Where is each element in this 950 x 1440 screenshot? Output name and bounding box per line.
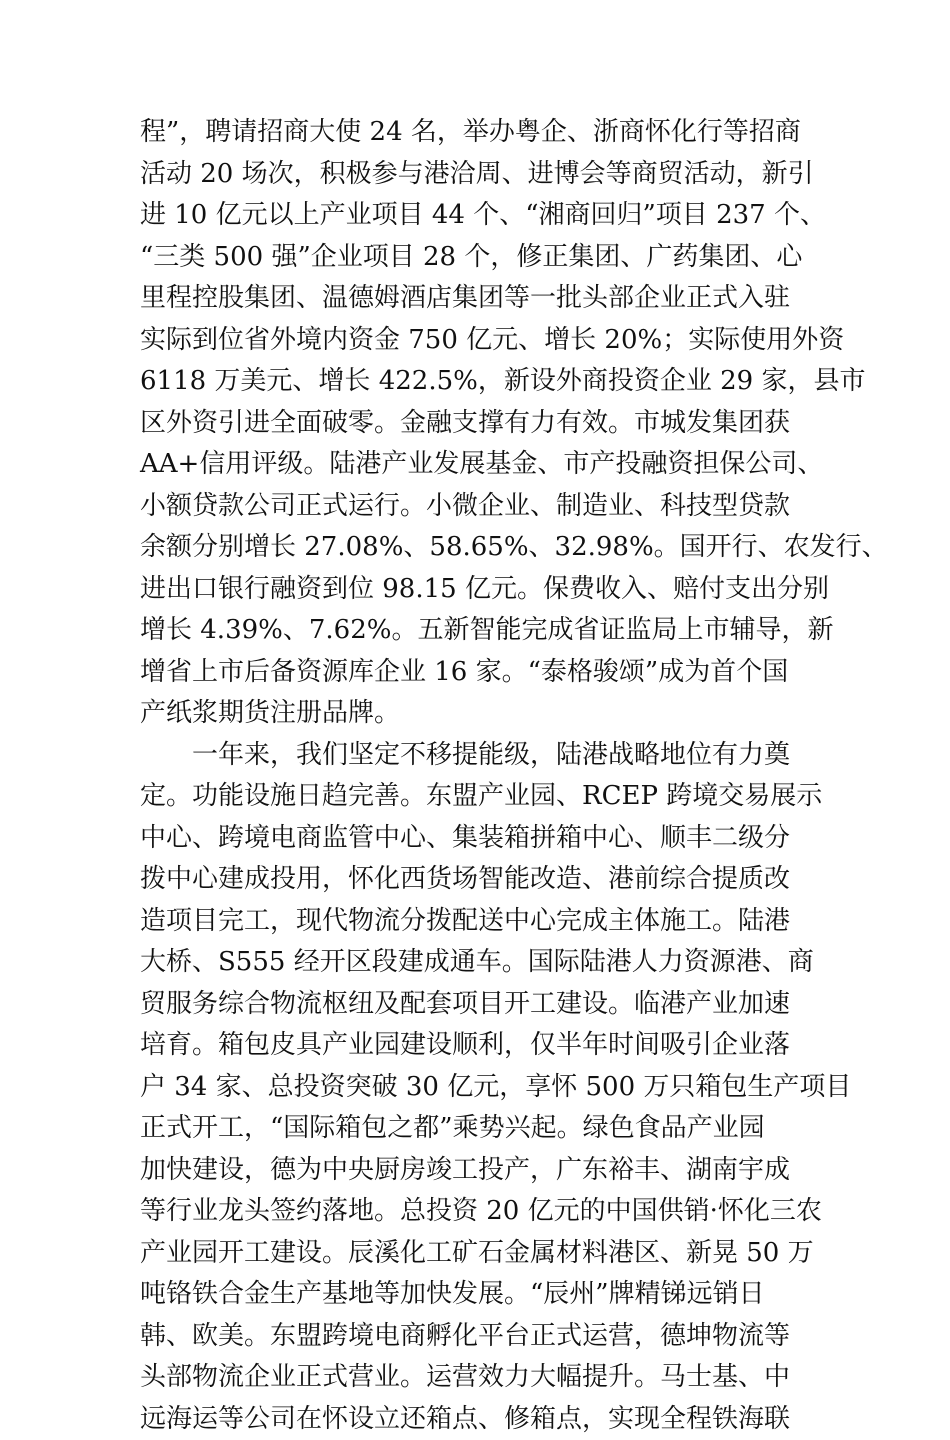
text-line: 里程控股集团、温德姆酒店集团等一批头部企业正式入驻 xyxy=(140,278,840,320)
text-line: 中心、跨境电商监管中心、集装箱拼箱中心、顺丰二级分 xyxy=(140,818,840,860)
text-line: 贸服务综合物流枢纽及配套项目开工建设。临港产业加速 xyxy=(140,984,840,1026)
text-line: 正式开工，“国际箱包之都”乘势兴起。绿色食品产业园 xyxy=(140,1108,840,1150)
text-line: 远海运等公司在怀设立还箱点、修箱点，实现全程铁海联 xyxy=(140,1399,840,1440)
text-line: 韩、欧美。东盟跨境电商孵化平台正式运营，德坤物流等 xyxy=(140,1316,840,1358)
text-line: 培育。箱包皮具产业园建设顺利，仅半年时间吸引企业落 xyxy=(140,1025,840,1067)
text-line: 实际到位省外境内资金 750 亿元、增长 20%；实际使用外资 xyxy=(140,320,840,362)
text-line: 造项目完工，现代物流分拨配送中心完成主体施工。陆港 xyxy=(140,901,840,943)
text-line: 程”，聘请招商大使 24 名，举办粤企、浙商怀化行等招商 xyxy=(140,112,840,154)
text-line: 吨铬铁合金生产基地等加快发展。“辰州”牌精锑远销日 xyxy=(140,1274,840,1316)
text-line: 产纸浆期货注册品牌。 xyxy=(140,693,840,735)
text-line: 定。功能设施日趋完善。东盟产业园、RCEP 跨境交易展示 xyxy=(140,776,840,818)
text-line: 加快建设，德为中央厨房竣工投产，广东裕丰、湖南宇成 xyxy=(140,1150,840,1192)
text-line: 进出口银行融资到位 98.15 亿元。保费收入、赔付支出分别 xyxy=(140,569,840,611)
text-line: 进 10 亿元以上产业项目 44 个、“湘商回归”项目 237 个、 xyxy=(140,195,840,237)
text-line: “三类 500 强”企业项目 28 个，修正集团、广药集团、心 xyxy=(140,237,840,279)
text-line: 等行业龙头签约落地。总投资 20 亿元的中国供销·怀化三农 xyxy=(140,1191,840,1233)
text-line: 6118 万美元、增长 422.5%，新设外商投资企业 29 家，县市 xyxy=(140,361,840,403)
text-line: 余额分别增长 27.08%、58.65%、32.98%。国开行、农发行、 xyxy=(140,527,840,569)
text-line: 增长 4.39%、7.62%。五新智能完成省证监局上市辅导，新 xyxy=(140,610,840,652)
text-line: 拨中心建成投用，怀化西货场智能改造、港前综合提质改 xyxy=(140,859,840,901)
text-line: 头部物流企业正式营业。运营效力大幅提升。马士基、中 xyxy=(140,1357,840,1399)
text-line: 增省上市后备资源库企业 16 家。“泰格骏颂”成为首个国 xyxy=(140,652,840,694)
paragraph-first-line: 一年来，我们坚定不移提能级，陆港战略地位有力奠 xyxy=(140,735,840,777)
text-line: AA+信用评级。陆港产业发展基金、市产投融资担保公司、 xyxy=(140,444,840,486)
body-text xyxy=(140,112,840,1440)
text-line: 大桥、S555 经开区段建成通车。国际陆港人力资源港、商 xyxy=(140,942,840,984)
text-line: 户 34 家、总投资突破 30 亿元，享怀 500 万只箱包生产项目 xyxy=(140,1067,840,1109)
text-line: 活动 20 场次，积极参与港洽周、进博会等商贸活动，新引 xyxy=(140,154,840,196)
text-line: 区外资引进全面破零。金融支撑有力有效。市城发集团获 xyxy=(140,403,840,445)
text-line: 小额贷款公司正式运行。小微企业、制造业、科技型贷款 xyxy=(140,486,840,528)
text-line: 产业园开工建设。辰溪化工矿石金属材料港区、新晃 50 万 xyxy=(140,1233,840,1275)
